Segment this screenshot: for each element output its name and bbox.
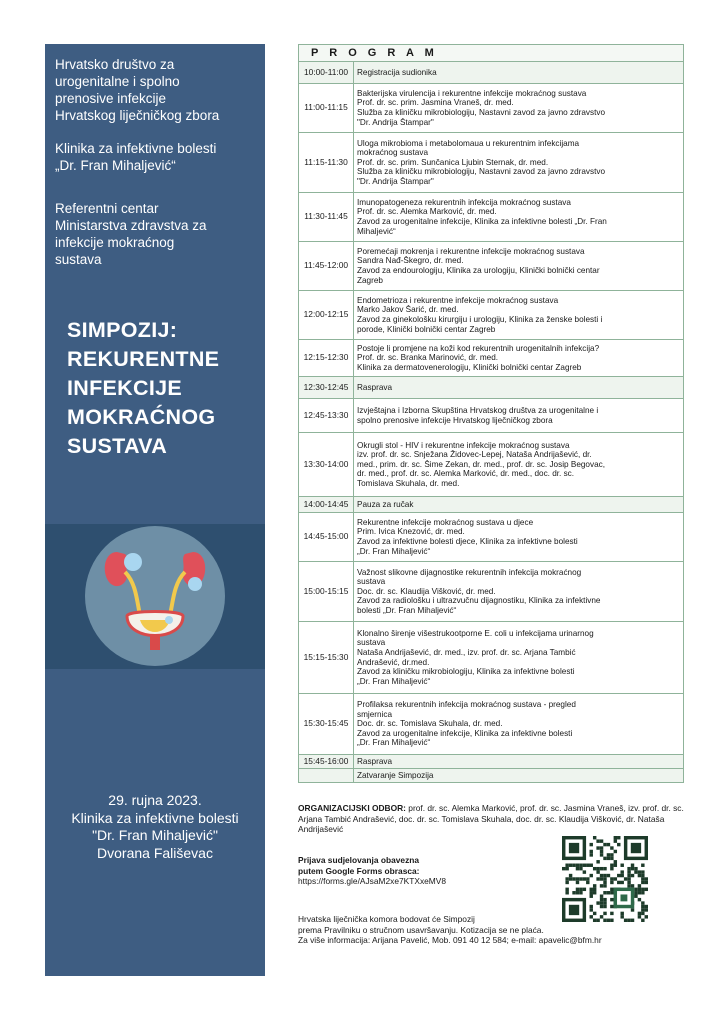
program-line: Doc. dr. sc. Tomislava Skuhala, dr. med.: [357, 719, 503, 729]
program-line: Izvještajna i Izborna Skupština Hrvatskog društva za urogenitalne i: [357, 405, 599, 415]
program-time: 12:00-12:15: [299, 291, 354, 340]
program-row: [299, 133, 684, 193]
program-line: „Dr. Fran Mihaljević“: [357, 738, 431, 748]
program-line: izv. prof. dr. sc. Snježana Židovec-Lepej, Nataša Andrijašević, dr.: [357, 450, 592, 460]
program-time: 15:00-15:15: [299, 562, 354, 622]
info-line: Hrvatska liječnička komora bodovat će Simpozij: [298, 914, 475, 924]
info-line: prema Pravilniku o stručnom usavršavanju. Kotizacija se ne plaća.: [298, 924, 544, 935]
program-line: Doc. dr. sc. Klaudija Višković, dr. med.: [357, 586, 496, 596]
program-line: sustava: [357, 577, 386, 587]
program-line: Zavod za infektivne bolesti djece, Klinika za infektivne bolesti: [357, 537, 578, 546]
program-content: [354, 291, 684, 340]
program-line: porode, Klinički bolnički centar Zagreb: [357, 324, 496, 334]
title-line: INFEKCIJE: [67, 376, 182, 400]
registration-info: [298, 855, 518, 887]
program-time: 11:45-12:00: [299, 242, 354, 291]
program-line: Okrugli stol - HIV i rekurentne infekcije mokraćnog sustava: [357, 440, 570, 450]
program-line: smjernica: [357, 709, 393, 719]
program-line: Uloga mikrobioma i metabolomaua u rekurentnim infekcijama: [357, 138, 580, 148]
program-line: Sandra Nađ-Škegro, dr. med.: [357, 256, 464, 266]
program-time: 11:00-11:15: [299, 84, 354, 133]
program-row: [299, 377, 684, 399]
urinary-system-icon: [45, 524, 265, 669]
program-row: [299, 193, 684, 242]
program-row: [299, 497, 684, 513]
event-title: [67, 316, 257, 461]
organizer-society: [55, 56, 260, 124]
program-row: [299, 291, 684, 340]
committee-members: prof. dr. sc. Alemka Marković, prof. dr. sc. Jasmina Vraneš, izv. prof. dr. sc. Arjana Tambić Andrašević, doc. dr. sc. Tomislava Skuhala, doc. dr. sc. Klaudija Višković, dr. Nataša Andrijašević: [298, 803, 684, 835]
program-line: Rasprava: [357, 756, 393, 766]
title-line: SIMPOZIJ:: [67, 318, 178, 342]
program-row: [299, 755, 684, 769]
program-content: [354, 513, 684, 562]
program-content: [354, 433, 684, 497]
org-line: Hrvatskog liječničkog zbora: [55, 108, 220, 123]
program-line: Prof. dr. sc. Branka Marinović, dr. med.: [357, 353, 499, 363]
org-line: prenosive infekcije: [55, 91, 167, 106]
program-row: [299, 340, 684, 377]
program-row: [299, 84, 684, 133]
program-line: Klonalno širenje višestrukootporne E. coli u infekcijama urinarnog: [357, 628, 594, 638]
title-line: REKURENTNE: [67, 347, 220, 371]
program-content: [354, 497, 684, 513]
program-time: 11:15-11:30: [299, 133, 354, 193]
org-line: Ministarstva zdravstva za: [55, 218, 207, 233]
date-line: 29. rujna 2023.: [108, 792, 202, 808]
program-row: [299, 562, 684, 622]
program-line: „Dr. Fran Mihaljević“: [357, 676, 431, 686]
title-line: SUSTAVA: [67, 434, 168, 458]
program-line: Važnost slikovne dijagnostike rekurentnih infekcija mokraćnog: [357, 567, 582, 577]
program-content: [354, 84, 684, 133]
program-line: "Dr. Andrija Štampar": [357, 117, 434, 127]
program-line: Prim. Ivica Knezović, dr. med.: [357, 527, 465, 537]
program-time: 13:30-14:00: [299, 433, 354, 497]
program-line: Služba za kliničku mikrobiologiju, Nastavni zavod za javno zdravstvo: [357, 108, 606, 117]
program-line: Zatvaranje Simpozija: [357, 770, 434, 780]
org-line: urogenitalne i spolno: [55, 74, 180, 89]
program-line: Endometrioza i rekurentne infekcije mokraćnog sustava: [357, 295, 559, 305]
program-row: [299, 769, 684, 783]
program-time: 15:45-16:00: [299, 755, 354, 769]
program-line: Zagreb: [357, 275, 383, 285]
program-time: 15:15-15:30: [299, 622, 354, 694]
program-line: "Dr. Andrija Štampar": [357, 176, 434, 186]
program-row: [299, 399, 684, 433]
program-row: [299, 62, 684, 84]
org-line: „Dr. Fran Mihaljević“: [55, 158, 176, 173]
program-content: [354, 193, 684, 242]
program-line: Zavod za urogenitalne infekcije, Klinika za infektivne bolesti: [357, 728, 573, 738]
program-line: med., prim. dr. sc. Šime Zekan, dr. med., prof. dr. sc. Josip Begovac,: [357, 459, 605, 469]
program-content: [354, 755, 684, 769]
program-time: 14:00-14:45: [299, 497, 354, 513]
program-line: Zavod za kliničku mikrobiologiju, Klinika za infektivne bolesti: [357, 667, 575, 677]
program-content: [354, 242, 684, 291]
program-line: mokraćnog sustava: [357, 148, 428, 158]
program-line: Pauza za ručak: [357, 499, 414, 509]
organizer-reference-center: [55, 200, 260, 268]
committee-label: ORGANIZACIJSKI ODBOR:: [298, 803, 406, 813]
program-time: 12:45-13:30: [299, 399, 354, 433]
program-line: Profilaksa rekurentnih infekcija mokraćnog sustava - pregled: [357, 700, 576, 710]
org-line: sustava: [55, 252, 102, 267]
program-heading: P R O G R A M: [298, 44, 684, 61]
program-time: 10:00-11:00: [299, 62, 354, 84]
program-content: [354, 62, 684, 84]
program-row: [299, 694, 684, 755]
urinary-system-illustration: [45, 524, 265, 669]
program-time: 12:30-12:45: [299, 377, 354, 399]
qr-code-icon[interactable]: [562, 836, 648, 922]
program-row: [299, 433, 684, 497]
registration-form-label: putem Google Forms obrasca:: [298, 865, 420, 876]
program-content: [354, 377, 684, 399]
accreditation-info: [298, 914, 688, 946]
program-time: [299, 769, 354, 783]
program-time: 15:30-15:45: [299, 694, 354, 755]
program-content: [354, 340, 684, 377]
title-line: MOKRAĆNOG: [67, 405, 216, 429]
program-content: [354, 622, 684, 694]
program-line: Zavod za radiološku i ultrazvučnu dijagnostiku, Klinika za infektivne: [357, 596, 601, 606]
program-content: [354, 694, 684, 755]
program-row: [299, 242, 684, 291]
program-row: [299, 622, 684, 694]
org-line: Klinika za infektivne bolesti: [55, 141, 217, 156]
program-line: Bakterijska virulencija i rekurentne infekcije mokraćnog sustava: [357, 88, 587, 98]
program-line: Marko Jakov Šarić, dr. med.: [357, 305, 459, 315]
program-line: Prof. dr. sc. prim. Sunčanica Ljubin Sternak, dr. med.: [357, 157, 549, 167]
program-line: Nataša Andrijašević, dr. med., izv. prof. dr. sc. Arjana Tambić: [357, 647, 576, 657]
program-time: 14:45-15:00: [299, 513, 354, 562]
program-line: Prof. dr. sc. Alemka Marković, dr. med.: [357, 207, 497, 217]
program-row: [299, 513, 684, 562]
organizing-committee: [298, 803, 688, 835]
program-line: Zavod za ginekološku kirurgiju i urologiju, Klinika za ženske bolesti i: [357, 315, 603, 324]
org-line: Referentni centar: [55, 201, 159, 216]
registration-link[interactable]: https://forms.gle/AJsaM2xe7KTXxeMV8: [298, 876, 447, 887]
date-line: Klinika za infektivne bolesti: [71, 809, 239, 826]
program-line: Zavod za endourologiju, Klinika za urologiju, Klinički bolnički centar: [357, 266, 600, 275]
date-line: "Dr. Fran Mihaljević": [92, 827, 218, 843]
program-content: [354, 769, 684, 783]
program-line: sustava: [357, 638, 386, 648]
program-line: Registracija sudionika: [357, 67, 437, 77]
program-line: Poremećaji mokrenja i rekurentne infekcije mokraćnog sustava: [357, 246, 585, 256]
program-line: Služba za kliničku mikrobiologiju, Nastavni zavod za javno zdravstvo: [357, 167, 606, 177]
program-line: Zavod za urogenitalne infekcije, Klinika za infektivne bolesti „Dr. Fran: [357, 217, 607, 226]
program-content: [354, 399, 684, 433]
sidebar: [45, 44, 265, 976]
program-line: Postoje li promjene na koži kod rekurentnih urogenitalnih infekcija?: [357, 343, 600, 353]
program-table: [298, 44, 684, 783]
program-content: [354, 562, 684, 622]
date-line: Dvorana Fališevac: [97, 844, 213, 861]
program-line: dr. med., prof. dr. sc. Alemka Marković, dr. med., doc. dr. sc.: [357, 469, 575, 479]
program-line: Klinika za dermatovenerologiju, Klinički bolnički centar Zagreb: [357, 362, 582, 372]
program-line: Andrašević, dr.med.: [357, 657, 430, 667]
program-line: Mihaljević“: [357, 226, 396, 236]
registration-required: Prijava sudjelovanja obavezna: [298, 855, 420, 865]
program-time: 12:15-12:30: [299, 340, 354, 377]
program-line: Tomislava Skuhala, dr. med.: [357, 478, 460, 488]
program-schedule: [298, 61, 684, 783]
program-line: bolesti „Dr. Fran Mihaljević“: [357, 605, 457, 615]
program-time: 11:30-11:45: [299, 193, 354, 242]
org-line: Hrvatsko društvo za: [55, 57, 175, 72]
program-line: Imunopatogeneza rekurentnih infekcija mokraćnog sustava: [357, 197, 571, 207]
organizer-clinic: [55, 140, 260, 174]
program-line: Prof. dr. sc. prim. Jasmina Vraneš, dr. med.: [357, 98, 514, 108]
org-line: infekcije mokraćnog: [55, 235, 175, 250]
program-line: Rekurentne infekcije mokraćnog sustava u djece: [357, 517, 534, 527]
program-line: Rasprava: [357, 382, 393, 392]
event-date-location: [45, 792, 265, 862]
info-line: Za više informacija: Arijana Pavelić, Mob. 091 40 12 584; e-mail: apavelic@bfm.hr: [298, 935, 602, 946]
program-line: „Dr. Fran Mihaljević“: [357, 546, 431, 556]
program-line: spolno prenosive infekcije Hrvatskog liječničkog zbora: [357, 415, 553, 425]
program-content: [354, 133, 684, 193]
